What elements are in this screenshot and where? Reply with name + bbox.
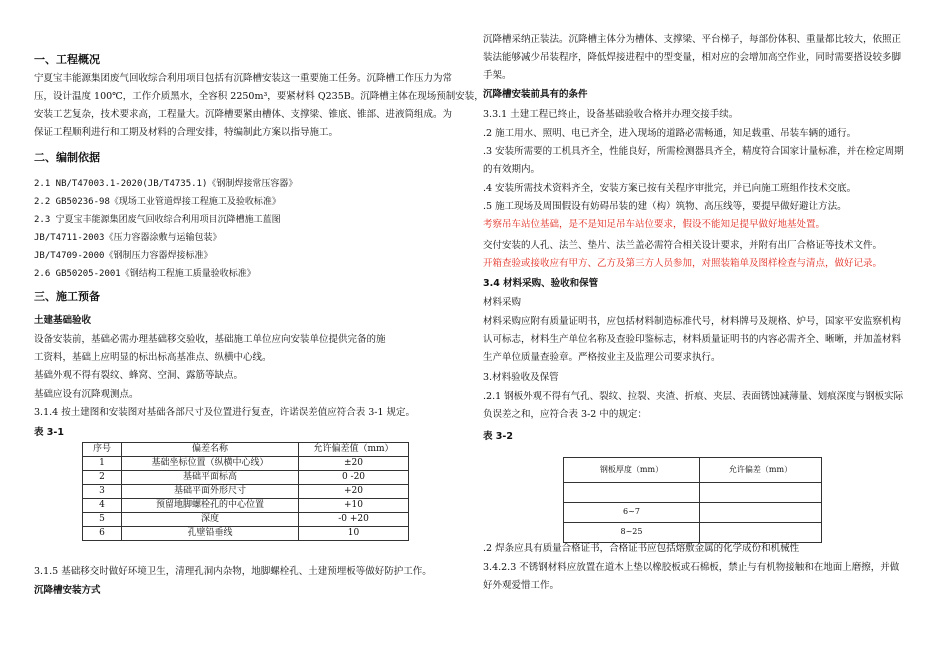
civil-line: 基础外观不得有裂纹、蜂窝、空洞、露筋等缺点。 (34, 370, 244, 381)
condition-line: 的有效期内。 (483, 164, 541, 175)
table-cell: 深度 (122, 513, 299, 527)
table-cell: 1 (83, 457, 122, 471)
basis-line: JB/T4709-2000《钢制压力容器焊接标准》 (34, 251, 213, 261)
table-cell: 2 (83, 471, 122, 485)
conditions-heading: 沉降槽安装前具有的条件 (483, 89, 588, 100)
table-cell: 预留地脚螺栓孔的中心位置 (122, 499, 299, 513)
purchase-subheading: 材料采购 (483, 297, 522, 308)
basis-line: 2.2 GB50236-98《现场工业管道焊接工程施工及验收标准》 (34, 197, 281, 207)
section-basis-heading: 二、编制依据 (34, 151, 100, 164)
civil-acceptance-heading: 土建基础验收 (34, 315, 92, 326)
table-row (83, 471, 409, 485)
table-cell: 10 (299, 527, 409, 541)
inspection-line: 负误差之和，应符合表 3-2 中的规定： (483, 409, 647, 420)
table-cell (700, 503, 822, 523)
table-row (564, 503, 822, 523)
install-method-heading: 沉降槽安装方式 (34, 585, 101, 596)
plate-thickness-table (563, 457, 822, 543)
basis-line: 2.6 GB50205-2001《钢结构工程施工质量验收标准》 (34, 269, 256, 279)
table-cell (564, 483, 700, 503)
civil-line: 工资料，基础上应明显的标出标高基准点、纵横中心线。 (34, 352, 272, 363)
table2-caption: 表 3-2 (483, 431, 513, 442)
condition-line: .4 安装所需技术资料齐全，安装方案已按有关程序审批完，并已向施工班组作技术交底。 (483, 183, 857, 194)
table-row (83, 485, 409, 499)
condition-line: .3 安装所需要的工机具齐全，性能良好，所需检测器具齐全，精度符合国家计量标准，并在检定周期 (483, 146, 904, 157)
overview-line: 保证工程顺利进行和工期及材料的合理安排，特编制此方案以指导施工。 (34, 127, 339, 138)
table-cell: 8~25 (564, 523, 700, 543)
table-header-cell: 序号 (83, 443, 122, 457)
section-prep-heading: 三、施工预备 (34, 290, 100, 303)
table-cell: 基础平面外形尺寸 (122, 485, 299, 499)
table-cell: -0 +20 (299, 513, 409, 527)
table-row (83, 499, 409, 513)
basis-line: 2.1 NB/T47003.1-2020(JB/T4735.1)《钢制焊接常压容器》 (34, 179, 298, 189)
table-row (83, 527, 409, 541)
table-cell (700, 483, 822, 503)
table-header-row (83, 443, 409, 457)
purchase-line: 认可标志，材料生产单位名称及查验印鉴标志，材料质量证明书的内容必需齐全、晰晰，并加盖材料 (483, 334, 902, 345)
table-header-cell: 偏差名称 (122, 443, 299, 457)
basis-line: 2.3 宁夏宝丰能源集团废气回收综合利用项目沉降槽施工蓝图 (34, 215, 281, 225)
condition-line: 3.3.1 土建工程已终止，设备基础验收合格并办理交接手续。 (483, 109, 739, 120)
method-line: 手架。 (483, 70, 512, 81)
stainless-storage-line: 好外观爱惜工作。 (483, 580, 560, 591)
table-header-row (564, 458, 822, 483)
table-header-cell: 允许偏差（mm） (700, 458, 822, 483)
overview-line: 安装工艺复杂，技术要求高，工程量大。沉降槽要紧由槽体、支撑梁、锥底、锥部、进液筒组成。为 (34, 109, 453, 120)
table-cell: 基础坐标位置（纵横中心线） (122, 457, 299, 471)
overview-line: 宁夏宝丰能源集团废气回收综合利用项目包括有沉降槽安装这一重要施工任务。沉降槽工作压力为常 (34, 73, 453, 84)
stainless-storage-line: 3.4.2.3 不锈钢材料应放置在道木上垫以橡胶板或石棉板，禁止与有机物接触和在地面上磨擦，并做 (483, 562, 900, 573)
table-cell: +10 (299, 499, 409, 513)
table-row (564, 523, 822, 543)
civil-line: 基础应设有沉降观测点。 (34, 389, 139, 400)
materials-heading: 3.4 材料采购、验收和保管 (483, 278, 599, 289)
condition-line: .2 施工用水、照明、电已齐全，进入现场的道路必需畅通，知足载重、吊装车辆的通行。 (483, 128, 857, 139)
table-cell (700, 523, 822, 543)
delivery-requirement-line: 交付安装的人孔、法兰、垫片、法兰盖必需符合相关设计要求，并附有出厂合格证等技术文件。 (483, 240, 883, 251)
deviation-table (82, 442, 409, 541)
table-cell: ±20 (299, 457, 409, 471)
table-cell: 孔壁铅垂线 (122, 527, 299, 541)
table-cell: 基础平面标高 (122, 471, 299, 485)
table-row (564, 483, 822, 503)
table-header-cell: 钢板厚度（mm） (564, 458, 700, 483)
table-header-cell: 允许偏差值（mm） (299, 443, 409, 457)
table-row (83, 513, 409, 527)
civil-line: 3.1.4 按土建图和安装图对基础各部尺寸及位置进行复查，许诺误差值应符合表 3-1 规定。 (34, 407, 416, 418)
table1-caption: 表 3-1 (34, 427, 64, 438)
method-line: 沉降槽采纳正装法。沉降槽主体分为槽体、支撑梁、平台梯子，每部份体积、重量都比较大，依照正 (483, 34, 902, 45)
inspection-subheading: 3.材料验收及保管 (483, 372, 559, 383)
purchase-line: 材料采购应附有质量证明书，应包括材料制造标准代号，材料牌号及规格、炉号，国家平安监察机构 (483, 316, 902, 327)
civil-line: 设备安装前，基础必需办理基础移交验收，基础施工单位应向安装单位提供完备的施 (34, 334, 386, 345)
table-cell: 0 -20 (299, 471, 409, 485)
table-cell: 6 (83, 527, 122, 541)
unpacking-inspection-warning: 开箱查验或接收应有甲方、乙方及第三方人员参加，对照装箱单及图样检查与清点，做好记录。 (483, 258, 883, 269)
table-cell: +20 (299, 485, 409, 499)
basis-line: JB/T4711-2003《压力容器涂敷与运输包装》 (34, 233, 222, 243)
inspection-line: .2.1 钢板外观不得有气孔、裂纹、拉裂、夹渣、折痕、夹层、表面锈蚀减薄量、划痕深度与钢板实际 (483, 391, 904, 402)
crane-position-warning: 考察吊车站位基础，是不是知足吊车站位要求，假设不能知足提早做好地基处置。 (483, 219, 826, 230)
table-cell: 5 (83, 513, 122, 527)
overview-line: 压，设计温度 100℃，工作介质黑水，全容积 2250m³，要紧材料 Q235B。沉降槽主体在现场预制安装， (34, 91, 484, 102)
table-cell: 6~7 (564, 503, 700, 523)
table-cell: 4 (83, 499, 122, 513)
foundation-handover-note: 3.1.5 基础移交时做好环境卫生，清理孔洞内杂物，地脚螺栓孔、土建预埋板等做好防护工作。 (34, 566, 432, 577)
method-line: 装法能够减少吊装程序，降低焊接进程中的型变量，相对应的会增加高空作业，同时需要搭设较多脚 (483, 52, 902, 63)
welding-rod-line: .2 焊条应具有质量合格证书，合格证书应包括熔敷金属的化学成份和机械性 (483, 543, 800, 554)
section-overview-heading: 一、工程概况 (34, 53, 100, 66)
table-cell: 3 (83, 485, 122, 499)
condition-line: .5 施工现场及周围假设有妨碍吊装的建（构）筑物、高压线等，要提早做好避让方法。 (483, 201, 847, 212)
purchase-line: 生产单位质量查验章。严格按业主及监理公司要求执行。 (483, 352, 721, 363)
table-row (83, 457, 409, 471)
